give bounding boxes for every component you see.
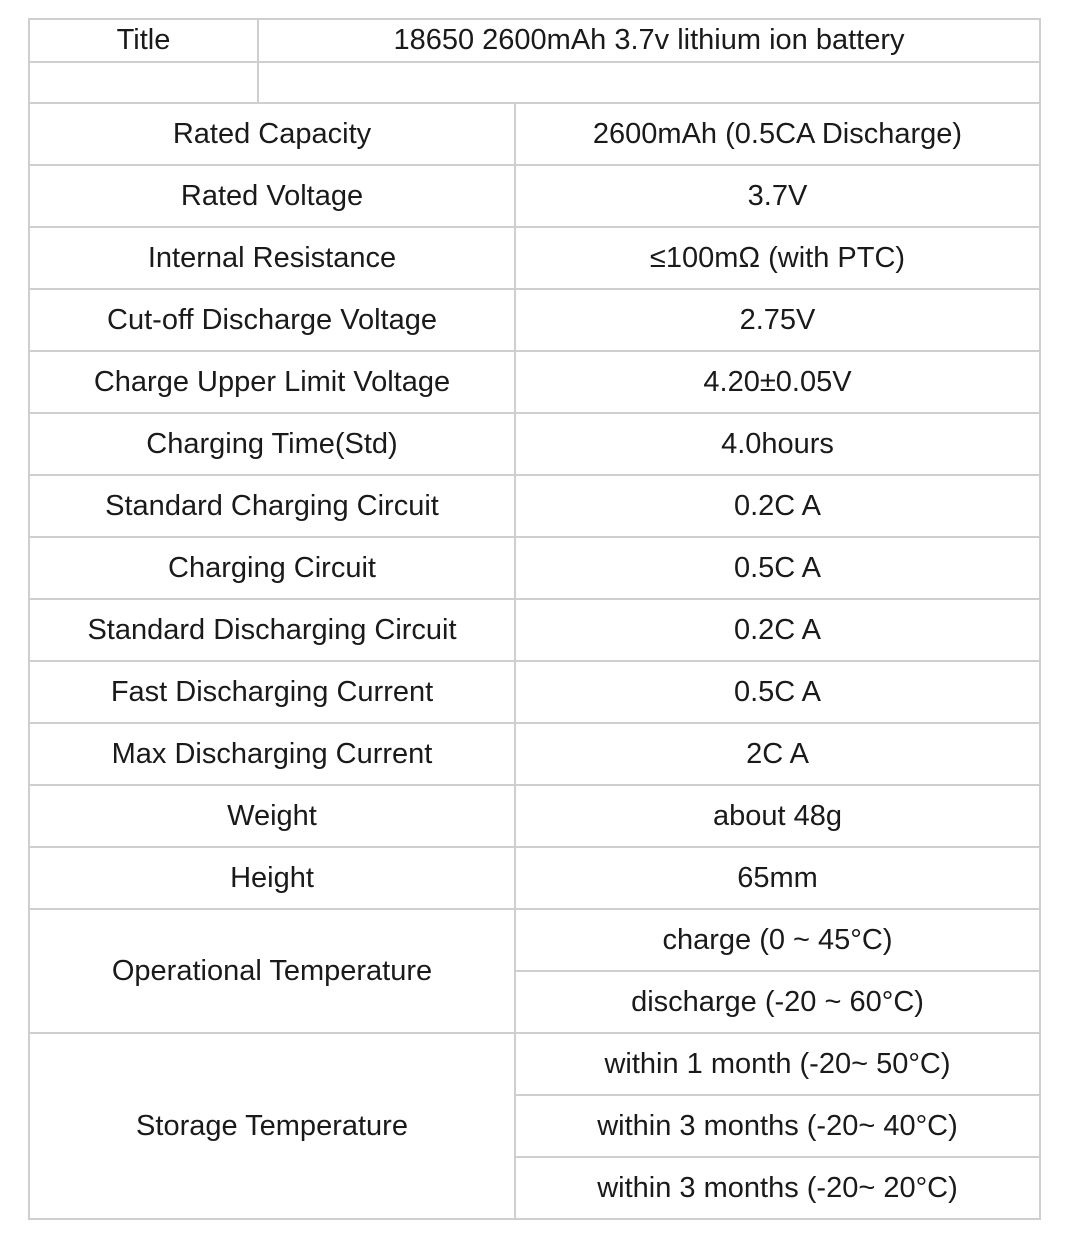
storage-temperature-3-months-b: within 3 months (-20~ 20°C)	[515, 1157, 1040, 1219]
spec-row-operational-temperature	[29, 909, 1040, 971]
spec-label: Cut-off Discharge Voltage	[29, 289, 515, 351]
spec-value: 0.2C A	[515, 475, 1040, 537]
spec-row-rated-capacity	[29, 103, 1040, 165]
title-label: Title	[29, 19, 258, 62]
spec-label: Rated Capacity	[29, 103, 515, 165]
spec-row-max-discharging-current	[29, 723, 1040, 785]
title-value: 18650 2600mAh 3.7v lithium ion battery	[258, 19, 1040, 62]
storage-temperature-1-month: within 1 month (-20~ 50°C)	[515, 1033, 1040, 1095]
spec-label: Fast Discharging Current	[29, 661, 515, 723]
spec-value: 4.0hours	[515, 413, 1040, 475]
spec-row-charging-circuit	[29, 537, 1040, 599]
spec-label: Charging Circuit	[29, 537, 515, 599]
spec-label: Charge Upper Limit Voltage	[29, 351, 515, 413]
spec-value: ≤100mΩ (with PTC)	[515, 227, 1040, 289]
spec-value: 2600mAh (0.5CA Discharge)	[515, 103, 1040, 165]
empty-label-cell	[29, 62, 258, 103]
spec-row-standard-discharging-circuit	[29, 599, 1040, 661]
spec-row-rated-voltage	[29, 165, 1040, 227]
spec-label: Height	[29, 847, 515, 909]
spec-value: 4.20±0.05V	[515, 351, 1040, 413]
spec-row-height	[29, 847, 1040, 909]
title-row	[29, 19, 1040, 62]
spec-value: 2C A	[515, 723, 1040, 785]
spec-label: Standard Discharging Circuit	[29, 599, 515, 661]
spec-label: Max Discharging Current	[29, 723, 515, 785]
spec-value: 0.5C A	[515, 661, 1040, 723]
spec-label: Rated Voltage	[29, 165, 515, 227]
spec-row-charging-time	[29, 413, 1040, 475]
spec-row-charge-upper-limit-voltage	[29, 351, 1040, 413]
spec-label: Internal Resistance	[29, 227, 515, 289]
spec-label: Weight	[29, 785, 515, 847]
battery-spec-sheet	[28, 18, 1041, 1220]
operational-temperature-label: Operational Temperature	[29, 909, 515, 1033]
spec-row-storage-temperature	[29, 1033, 1040, 1095]
spec-label: Standard Charging Circuit	[29, 475, 515, 537]
spec-row-weight	[29, 785, 1040, 847]
spec-value: 0.2C A	[515, 599, 1040, 661]
spec-row-standard-charging-circuit	[29, 475, 1040, 537]
spec-label: Charging Time(Std)	[29, 413, 515, 475]
spec-value: 2.75V	[515, 289, 1040, 351]
spec-value: 3.7V	[515, 165, 1040, 227]
header-table	[28, 18, 1041, 104]
spec-value: about 48g	[515, 785, 1040, 847]
spec-value: 0.5C A	[515, 537, 1040, 599]
empty-value-cell	[258, 62, 1040, 103]
spec-value: 65mm	[515, 847, 1040, 909]
empty-row	[29, 62, 1040, 103]
storage-temperature-label: Storage Temperature	[29, 1033, 515, 1219]
spec-row-cutoff-discharge-voltage	[29, 289, 1040, 351]
operational-temperature-charge: charge (0 ~ 45°C)	[515, 909, 1040, 971]
operational-temperature-discharge: discharge (-20 ~ 60°C)	[515, 971, 1040, 1033]
spec-row-fast-discharging-current	[29, 661, 1040, 723]
spec-table	[28, 102, 1041, 1220]
storage-temperature-3-months-a: within 3 months (-20~ 40°C)	[515, 1095, 1040, 1157]
spec-row-internal-resistance	[29, 227, 1040, 289]
